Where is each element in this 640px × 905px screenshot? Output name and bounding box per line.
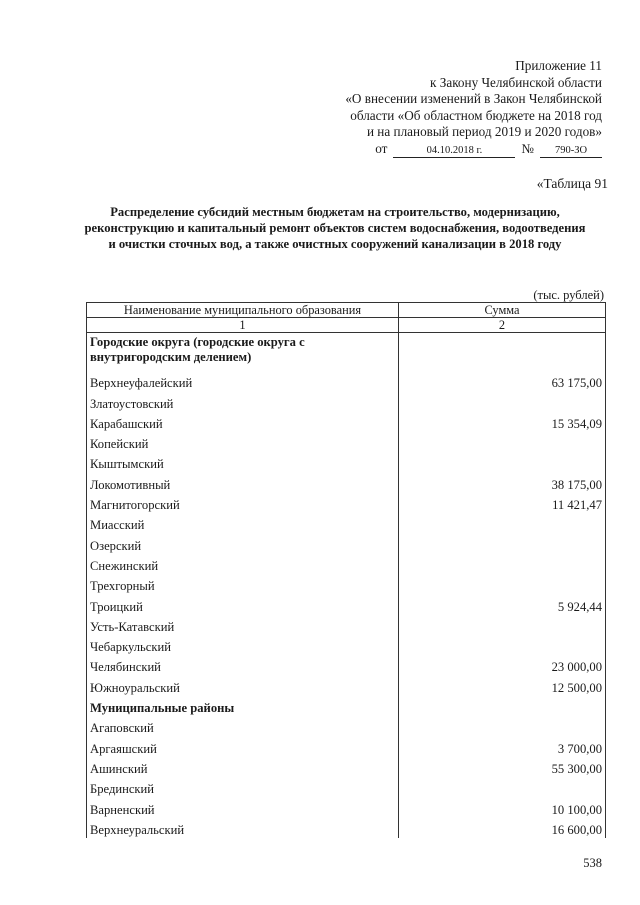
row-sum: 55 300,00 (399, 757, 606, 777)
table-row (87, 371, 606, 391)
annex-line-3: «О внесении изменений в Закон Челябинской (345, 91, 602, 106)
row-name: Миасский (87, 513, 399, 533)
row-name: Верхнеуфалейский (87, 371, 399, 391)
units-label: (тыс. рублей) (533, 288, 604, 302)
row-sum (399, 432, 606, 452)
row-sum: 11 421,47 (399, 493, 606, 513)
row-sum: 10 100,00 (399, 797, 606, 817)
row-name: Златоустовский (87, 391, 399, 411)
section-row-municipal-districts (87, 696, 606, 716)
row-name: Магнитогорский (87, 493, 399, 513)
table-row (87, 736, 606, 756)
table-row (87, 472, 606, 492)
col-name-header: Наименование муниципального образования (87, 303, 399, 318)
table-row (87, 655, 606, 675)
annex-line-4: области «Об областном бюджете на 2018 год (350, 107, 602, 123)
table-row (87, 594, 606, 614)
row-name: Аргаяшский (87, 736, 399, 756)
section-sum (399, 333, 606, 372)
table-row (87, 533, 606, 553)
table-row (87, 757, 606, 777)
row-name: Агаповский (87, 716, 399, 736)
row-name: Челябинский (87, 655, 399, 675)
document-title: Распределение субсидий местным бюджетам на строительство, модернизацию, реконструкцию и капитальный ремонт объектов систем водоснабжения, водоотведения и очистки сточных вод, а также очистных сооружений канализации в 2018 году (84, 205, 586, 252)
annex-header (272, 58, 602, 158)
table-row (87, 797, 606, 817)
row-name: Озерский (87, 533, 399, 553)
row-sum: 63 175,00 (399, 371, 606, 391)
law-number: 790-ЗО (540, 144, 602, 158)
table-row (87, 777, 606, 797)
row-sum: 3 700,00 (399, 736, 606, 756)
row-sum (399, 574, 606, 594)
row-sum (399, 533, 606, 553)
row-name: Усть-Катавский (87, 615, 399, 635)
section-row-urban-districts (87, 333, 606, 372)
table-row (87, 412, 606, 432)
table-body (87, 333, 606, 838)
section-title: Муниципальные районы (87, 696, 399, 716)
row-name: Южноуральский (87, 675, 399, 695)
number-label: № (521, 140, 534, 156)
row-sum (399, 513, 606, 533)
row-name: Трехгорный (87, 574, 399, 594)
row-sum (399, 635, 606, 655)
row-sum: 12 500,00 (399, 675, 606, 695)
row-sum (399, 391, 606, 411)
row-name: Брединский (87, 777, 399, 797)
row-sum: 23 000,00 (399, 655, 606, 675)
annex-date-number-line (272, 141, 602, 158)
section-sum (399, 696, 606, 716)
row-name: Варненский (87, 797, 399, 817)
row-name: Ашинский (87, 757, 399, 777)
row-name: Троицкий (87, 594, 399, 614)
annex-line-1: Приложение 11 (515, 58, 602, 73)
law-date: 04.10.2018 г. (393, 144, 515, 158)
annex-line-2: к Закону Челябинской области (430, 74, 602, 90)
col-sum-header: Сумма (399, 303, 606, 318)
row-sum (399, 615, 606, 635)
table-row (87, 615, 606, 635)
row-sum: 16 600,00 (399, 818, 606, 838)
row-name: Верхнеуральский (87, 818, 399, 838)
table-row (87, 716, 606, 736)
table-row (87, 391, 606, 411)
table-number: «Таблица 91 (536, 176, 608, 191)
row-name: Копейский (87, 432, 399, 452)
col-number-2: 2 (399, 318, 606, 333)
annex-line-5: и на плановый период 2019 и 2020 годов» (366, 124, 602, 139)
table-row (87, 635, 606, 655)
row-sum (399, 452, 606, 472)
subsidy-table (86, 302, 606, 838)
table-row (87, 574, 606, 594)
table-row (87, 452, 606, 472)
table-row (87, 675, 606, 695)
row-sum: 5 924,44 (399, 594, 606, 614)
row-name: Карабашский (87, 412, 399, 432)
section-title: Городские округа (городские округа с внутригородским делением) (87, 333, 399, 372)
table-row (87, 554, 606, 574)
table-row (87, 818, 606, 838)
row-sum: 38 175,00 (399, 472, 606, 492)
table-header-row (87, 303, 606, 318)
row-name: Локомотивный (87, 472, 399, 492)
row-sum (399, 716, 606, 736)
table-row (87, 513, 606, 533)
table-row (87, 493, 606, 513)
from-label: от (375, 140, 388, 156)
table-column-numbers-row (87, 318, 606, 333)
row-name: Кыштымский (87, 452, 399, 472)
col-number-1: 1 (87, 318, 399, 333)
row-sum (399, 777, 606, 797)
page-number: 538 (583, 856, 602, 870)
table-row (87, 432, 606, 452)
row-sum: 15 354,09 (399, 412, 606, 432)
row-sum (399, 554, 606, 574)
row-name: Чебаркульский (87, 635, 399, 655)
row-name: Снежинский (87, 554, 399, 574)
